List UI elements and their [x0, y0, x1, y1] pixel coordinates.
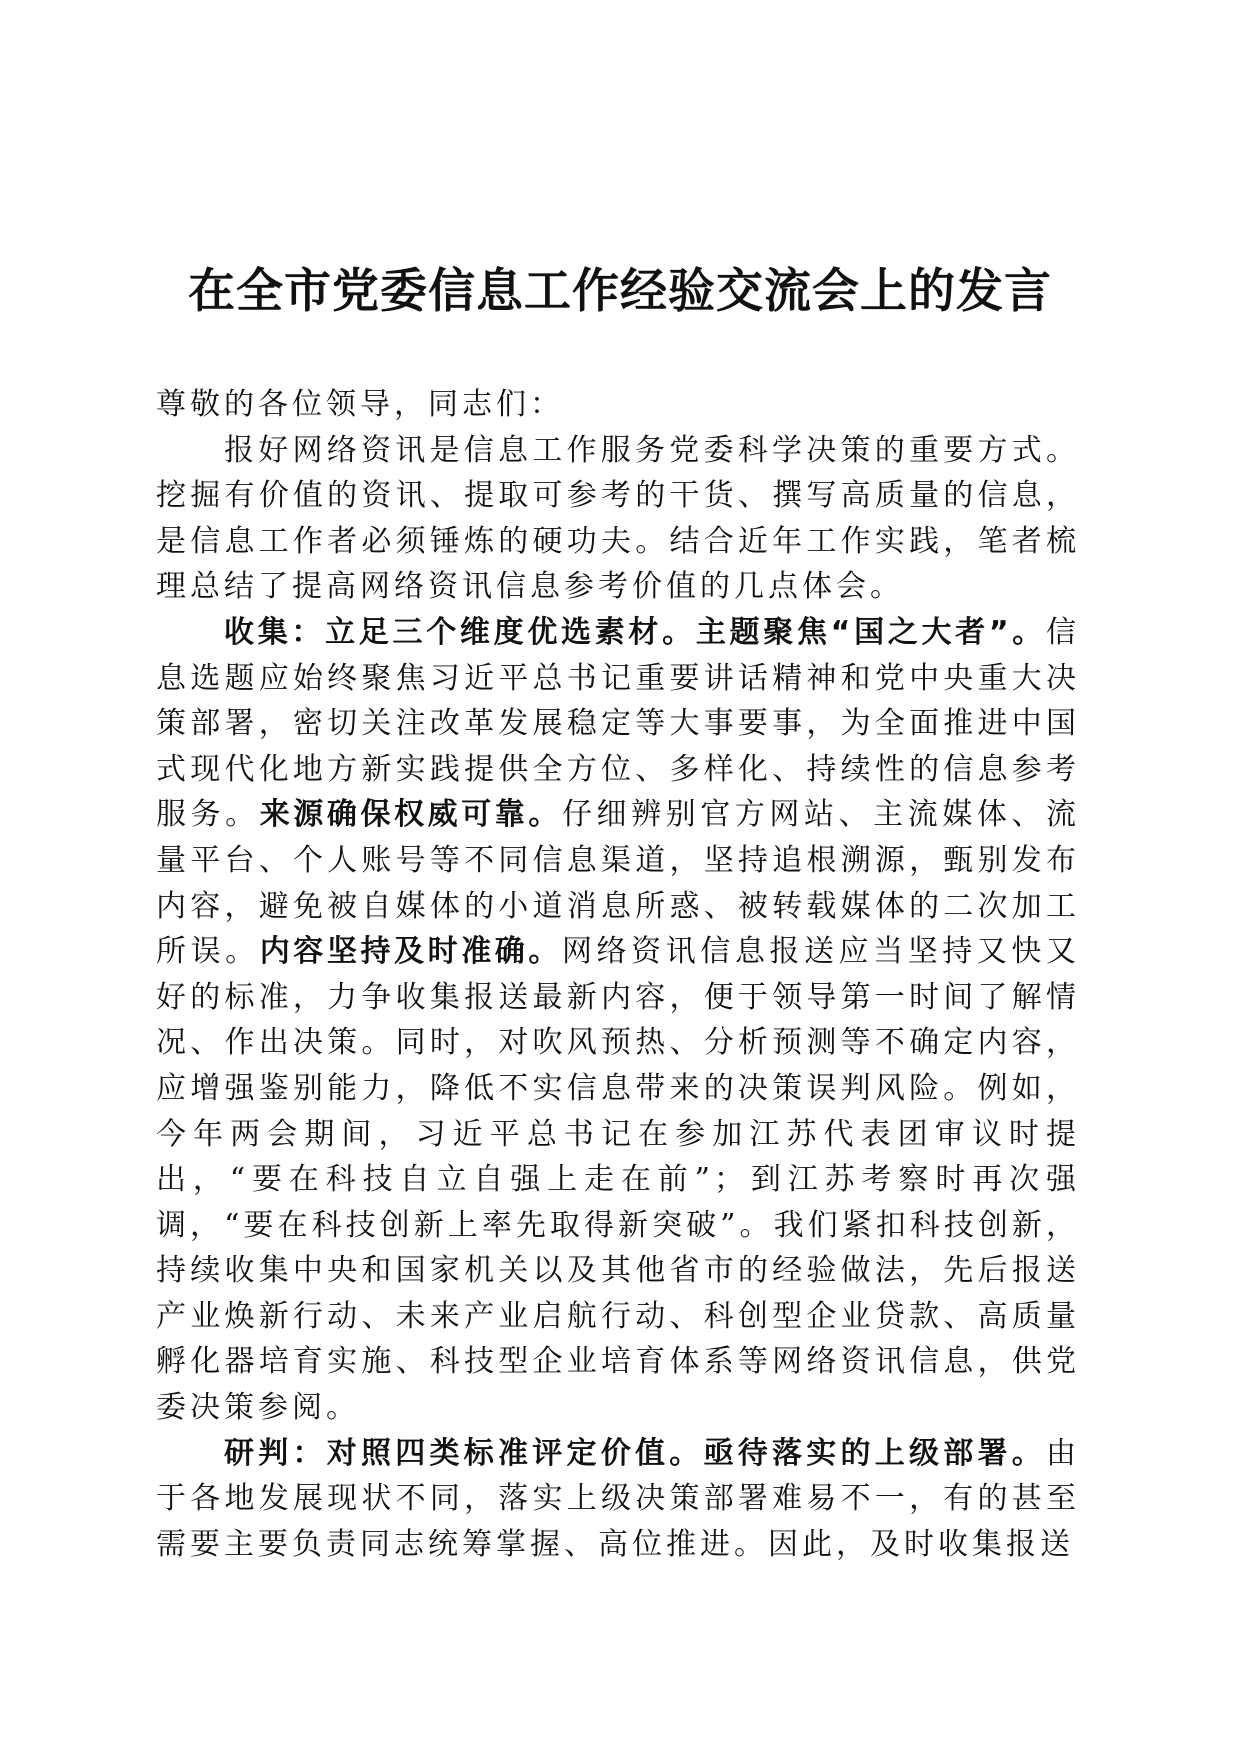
point-heading-deployment: 亟待落实的上级部署。	[703, 1435, 1046, 1471]
paragraph-collection	[156, 610, 1080, 1431]
point-heading-source: 来源确保权威可靠。	[259, 797, 562, 833]
point-heading-content: 内容坚持及时准确。	[259, 934, 562, 970]
point-text-deployment: 由于各地发展现状不同，落实上级决策部署难易不一，有的甚至需要主要负责同志统筹掌握、高位推进。因此，及时收集报送	[156, 1435, 1080, 1562]
paragraph-assessment	[156, 1431, 1080, 1568]
point-text-theme: 信息选题应始终聚焦习近平总书记重要讲话精神和党中央重大决策部署，密切关注改革发展稳定等大事要事，为全面推进中国式现代化地方新实践提供全方位、多样化、持续性的信息参考服务。	[156, 614, 1081, 833]
section-heading-assessment: 研判：对照四类标准评定价值。	[224, 1435, 704, 1471]
point-heading-theme: 主题聚焦“国之大者”。	[695, 614, 1047, 650]
paragraph-intro: 报好网络资讯是信息工作服务党委科学决策的重要方式。挖掘有价值的资讯、提取可参考的干货、撰写高质量的信息，是信息工作者必须锤炼的硬功夫。结合近年工作实践，笔者梳理总结了提高网络资讯信息参考价值的几点体会。	[156, 432, 1080, 605]
document-title: 在全市党委信息工作经验交流会上的发言	[188, 264, 1052, 319]
section-heading-collection: 收集：立足三个维度优选素材。	[224, 614, 696, 650]
point-text-content: 网络资讯信息报送应当坚持又快又好的标准，力争收集报送最新内容，便于领导第一时间了解情况、作出决策。同时，对吹风预热、分析预测等不确定内容，应增强鉴别能力，降低不实信息带来的决策误判风险。例如，今年两会期间，习近平总书记在参加江苏代表团审议时提出，“要在科技自立自强上走在前”；到江苏考察时再次强调，“要在科技创新上率先取得新突破”。我们紧扣科技创新，持续收集中央和国家机关以及其他省市的经验做法，先后报送产业焕新行动、未来产业启航行动、科创型企业贷款、高质量孵化器培育实施、科技型企业培育体系等网络资讯信息，供党委决策参阅。	[156, 934, 1081, 1426]
salutation: 尊敬的各位领导，同志们：	[156, 387, 564, 422]
document-body	[156, 382, 1080, 1567]
point-text-source: 仔细辨别官方网站、主流媒体、流量平台、个人账号等不同信息渠道，坚持追根溯源，甄别发布内容，避免被自媒体的小道消息所惑、被转载媒体的二次加工所误。	[156, 797, 1081, 970]
